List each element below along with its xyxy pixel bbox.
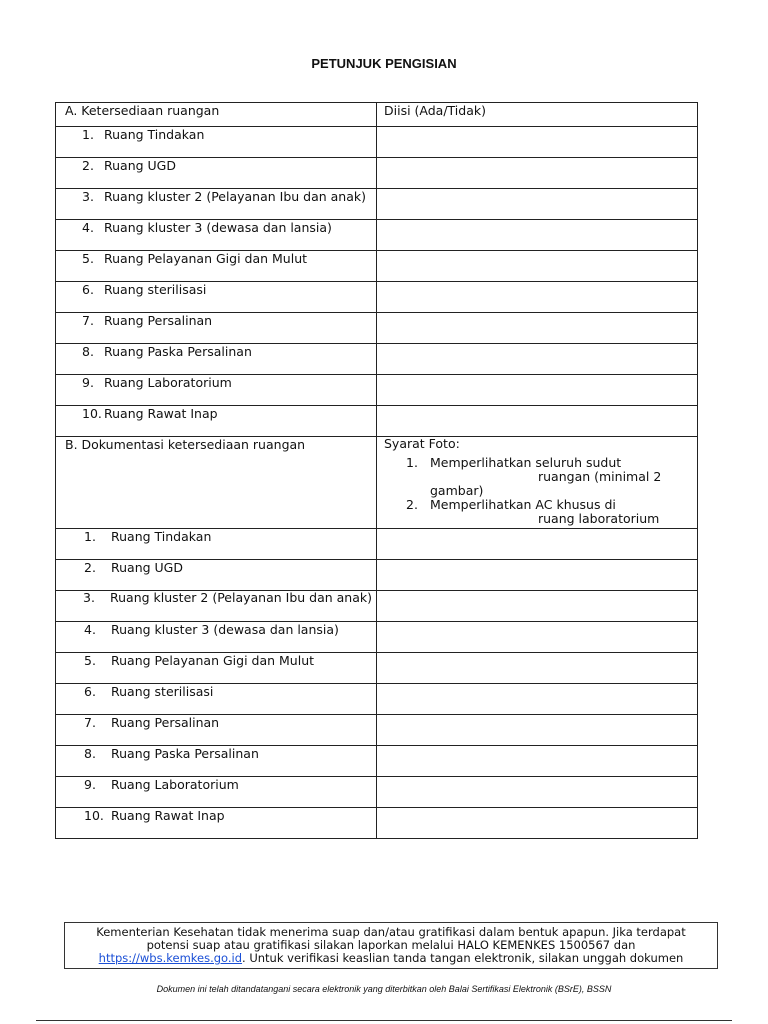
table-row	[56, 344, 698, 375]
syarat-cell	[377, 437, 698, 529]
table-row	[56, 375, 698, 406]
requirement-item: 1. Memperlihatkan seluruh sudut ruangan (minimal 2 gambar)	[406, 455, 662, 498]
table-row	[56, 560, 698, 591]
form-table	[55, 102, 698, 839]
answer-cell[interactable]	[377, 375, 698, 406]
answer-cell[interactable]	[377, 313, 698, 344]
item-label-cell	[56, 715, 377, 746]
answer-cell[interactable]	[377, 406, 698, 437]
table-row	[56, 313, 698, 344]
table-row	[56, 653, 698, 684]
item-label-cell	[56, 591, 377, 622]
table-row	[56, 715, 698, 746]
item-label-cell	[56, 158, 377, 189]
answer-cell[interactable]	[377, 282, 698, 313]
answer-cell[interactable]	[377, 746, 698, 777]
item-label-cell	[56, 127, 377, 158]
item-label-cell	[56, 189, 377, 220]
answer-cell[interactable]	[377, 344, 698, 375]
answer-cell[interactable]	[377, 251, 698, 282]
table-row	[56, 808, 698, 839]
bottom-rule	[36, 1020, 732, 1021]
notice-box	[64, 922, 718, 969]
room-item: 9. Ruang Laboratorium	[84, 777, 239, 792]
room-item: 10. Ruang Rawat Inap	[84, 808, 225, 823]
item-label-cell	[56, 529, 377, 560]
room-item: 2. Ruang UGD	[82, 158, 176, 173]
item-label-cell	[56, 313, 377, 344]
item-label-cell	[56, 251, 377, 282]
room-item: 5. Ruang Pelayanan Gigi dan Mulut	[84, 653, 315, 668]
answer-cell[interactable]	[377, 158, 698, 189]
answer-cell[interactable]	[377, 808, 698, 839]
answer-cell[interactable]	[377, 189, 698, 220]
item-label-cell	[56, 375, 377, 406]
room-item: 1. Ruang Tindakan	[82, 127, 205, 142]
table-row	[56, 529, 698, 560]
table-row	[56, 251, 698, 282]
column-header: Diisi (Ada/Tidak)	[377, 103, 698, 127]
answer-cell[interactable]	[377, 715, 698, 746]
room-item: 7. Ruang Persalinan	[82, 313, 213, 328]
item-label-cell	[56, 220, 377, 251]
answer-cell[interactable]	[377, 529, 698, 560]
table-row	[56, 158, 698, 189]
section-a-header: A. Ketersediaan ruangan	[56, 103, 377, 127]
room-item: 6. Ruang sterilisasi	[84, 684, 214, 699]
requirement-item: 2. Memperlihatkan AC khusus di ruang laboratorium	[406, 497, 660, 526]
item-label-cell	[56, 282, 377, 313]
item-label-cell	[56, 560, 377, 591]
item-label-cell	[56, 684, 377, 715]
item-label-cell	[56, 746, 377, 777]
photo-requirements: Syarat Foto: 1. Memperlihatkan seluruh sudut ruangan (minimal 2 gambar) 2. Memperlihatkan AC khusus di ruang laboratorium	[377, 437, 697, 526]
notice-text-end: . Untuk verifikasi keaslian tanda tangan elektronik, silakan unggah dokumen	[242, 951, 684, 965]
signature-footer: Dokumen ini telah ditandatangani secara elektronik yang diterbitkan oleh Balai Sertifikasi Elektronik (BSrE), BSSN	[156, 984, 612, 994]
room-item: 6. Ruang sterilisasi	[82, 282, 207, 297]
answer-cell[interactable]	[377, 127, 698, 158]
page-title: PETUNJUK PENGISIAN	[311, 56, 457, 71]
table-row	[56, 406, 698, 437]
table-row	[56, 282, 698, 313]
item-label-cell	[56, 808, 377, 839]
table-row	[56, 777, 698, 808]
room-item: 8. Ruang Paska Persalinan	[82, 344, 252, 359]
section-b-header-row	[56, 437, 698, 529]
room-item: 7. Ruang Persalinan	[84, 715, 220, 730]
room-item: 9. Ruang Laboratorium	[82, 375, 232, 390]
room-item: 5. Ruang Pelayanan Gigi dan Mulut	[82, 251, 308, 266]
item-label-cell	[56, 344, 377, 375]
wbs-link[interactable]: https://wbs.kemkes.go.id	[98, 951, 243, 965]
room-item: 4. Ruang kluster 3 (dewasa dan lansia)	[82, 220, 332, 235]
table-row	[56, 127, 698, 158]
table-row	[56, 591, 698, 622]
room-item: 3. Ruang kluster 2 (Pelayanan Ibu dan anak)	[83, 590, 373, 605]
room-item: 3. Ruang kluster 2 (Pelayanan Ibu dan anak)	[82, 189, 367, 204]
table-row	[56, 622, 698, 653]
room-item: 2. Ruang UGD	[84, 560, 183, 575]
answer-cell[interactable]	[377, 220, 698, 251]
table-row	[56, 189, 698, 220]
item-label-cell	[56, 622, 377, 653]
answer-cell[interactable]	[377, 560, 698, 591]
table-row	[56, 746, 698, 777]
answer-cell[interactable]	[377, 622, 698, 653]
table-row	[56, 220, 698, 251]
room-item: 4. Ruang kluster 3 (dewasa dan lansia)	[84, 622, 339, 637]
answer-cell[interactable]	[377, 591, 698, 622]
table-row	[56, 684, 698, 715]
room-item: 1. Ruang Tindakan	[84, 529, 212, 544]
notice-text: Kementerian Kesehatan tidak menerima suap dan/atau gratifikasi dalam bentuk apapun. Jika terdapat potensi suap atau gratifikasi silakan laporkan melalui HALO KEMENKES 1500567 dan	[96, 925, 686, 952]
room-item: 10. Ruang Rawat Inap	[82, 406, 218, 421]
item-label-cell	[56, 406, 377, 437]
answer-cell[interactable]	[377, 653, 698, 684]
section-b-header: B. Dokumentasi ketersediaan ruangan	[56, 437, 377, 529]
answer-cell[interactable]	[377, 684, 698, 715]
item-label-cell	[56, 777, 377, 808]
room-item: 8. Ruang Paska Persalinan	[84, 746, 259, 761]
answer-cell[interactable]	[377, 777, 698, 808]
item-label-cell	[56, 653, 377, 684]
